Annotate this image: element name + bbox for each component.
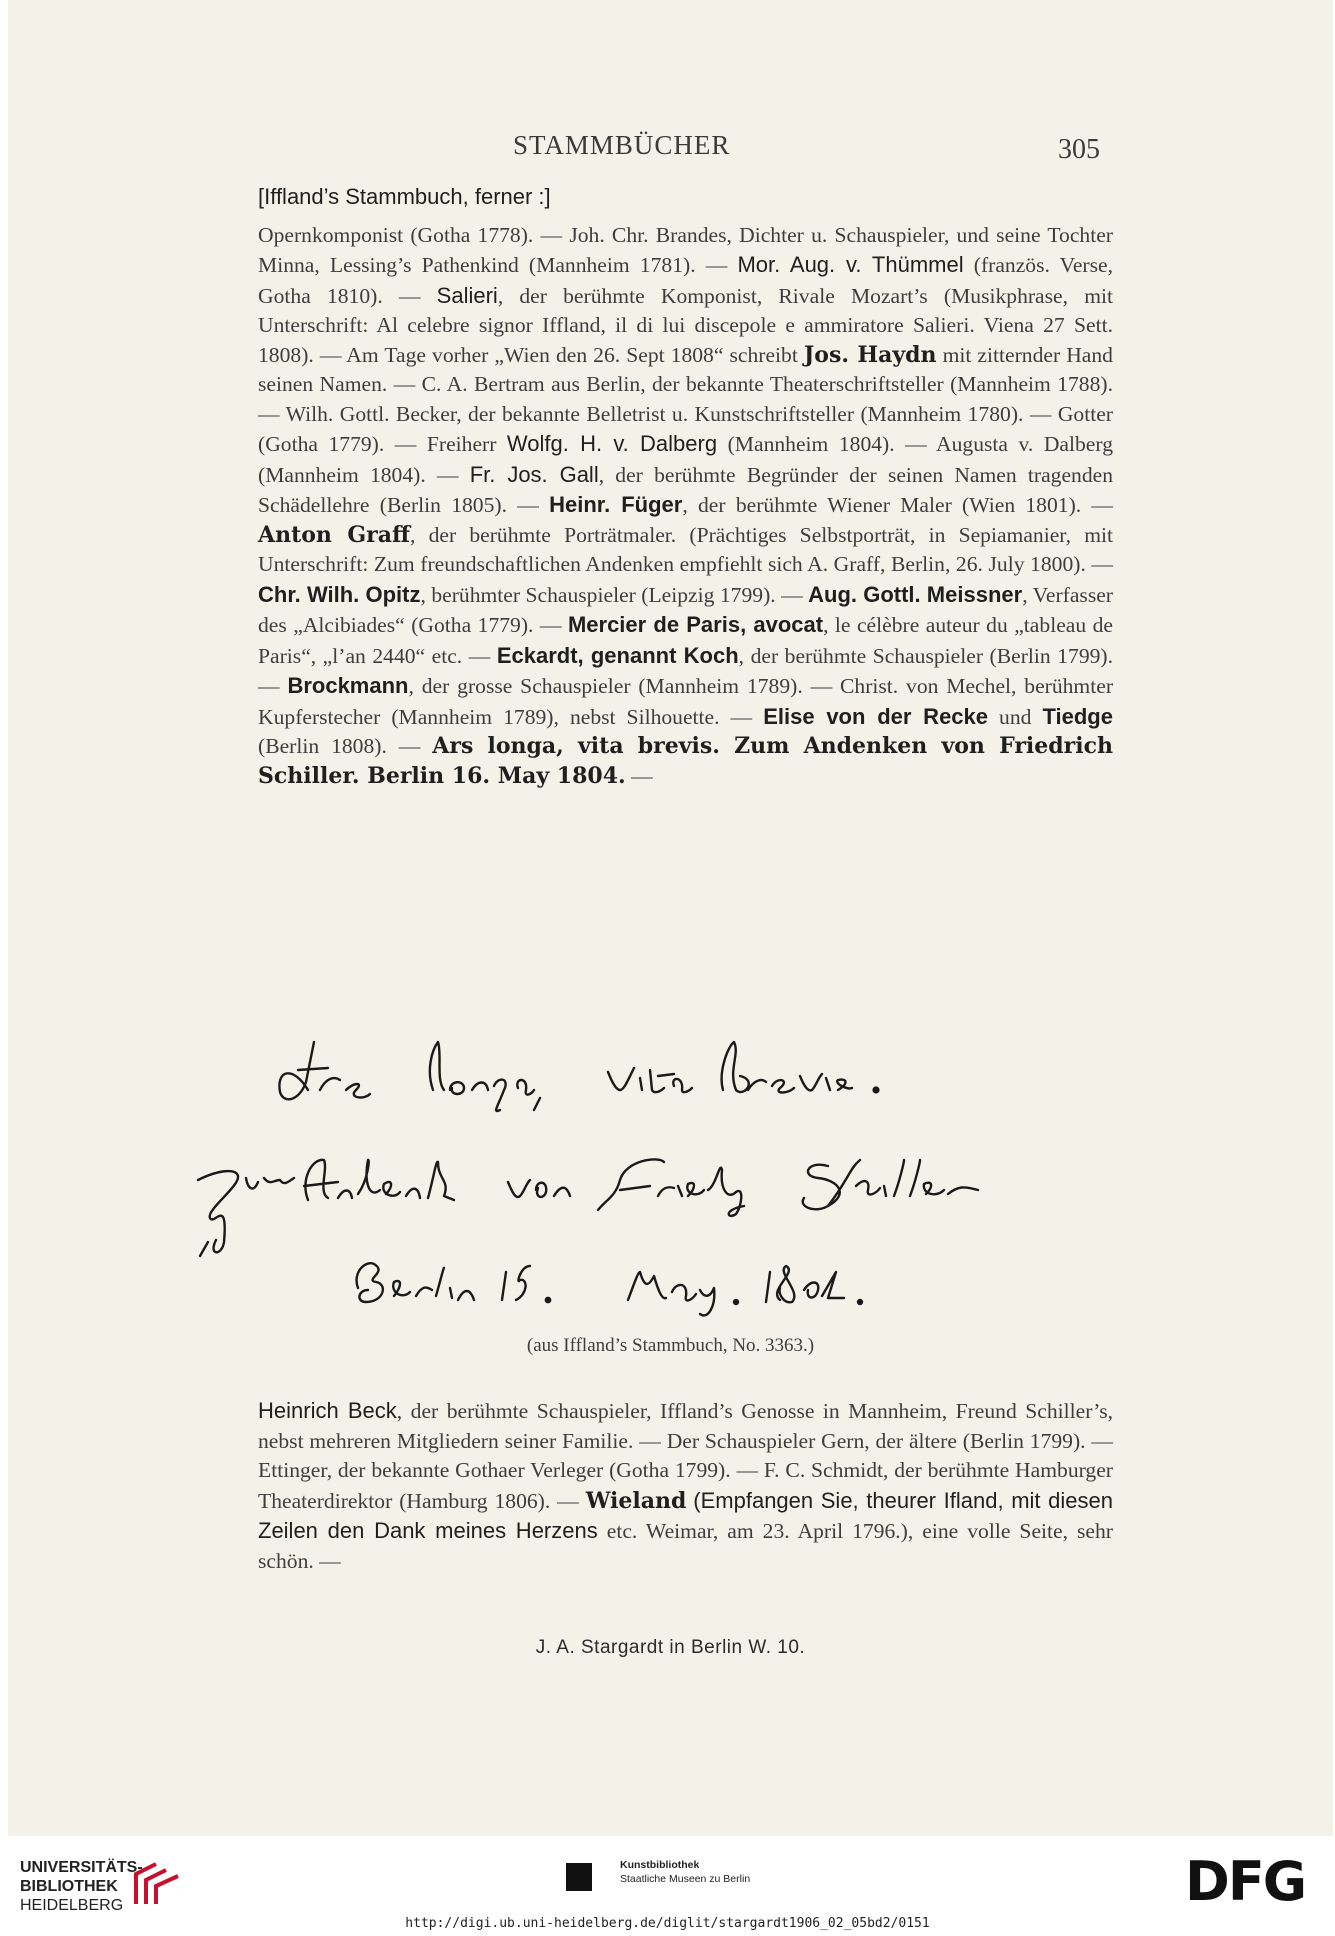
name-meissner: Aug. Gottl. Meissner xyxy=(808,581,1023,607)
digital-library-bar xyxy=(0,1836,1335,1936)
name-beck: Heinrich Beck xyxy=(258,1398,397,1423)
publisher-footer: J. A. Stargardt in Berlin W. 10. xyxy=(535,1637,806,1658)
page-number: 305 xyxy=(1058,134,1100,165)
name-haydn: Jos. Haydn xyxy=(803,341,937,368)
name-eckardt: Eckardt, genannt Koch xyxy=(496,642,739,668)
name-mercier: Mercier de Paris, avocat xyxy=(567,612,824,637)
scanned-page xyxy=(8,0,1333,1836)
entry-body: Opernkomponist (Gotha 1778). — Joh. Chr. Brandes, Dichter u. Schauspieler, und seine Tochter Minna, Lessing’s Pathenkind (Mannheim 1781). — Mor. Aug. v. Thümmel (französ. Verse, Gotha 1810). — Salieri, der berühmte Komponist, Rivale Mozart’s (Musikphrase, mit Unterschrift: Al celebre signor Iffland, il di lui discepole e ammiratore Salieri. Viena 27 Sett. 1808). — Am Tage vorher „Wien den 26. Sept 1808“ schreibt Jos. Haydn mit zitternder Hand seinen Namen. — C. A. Bertram aus Berlin, der bekannte Theaterschriftsteller (Mannheim 1788). — Wilh. Gottl. Becker, der bekannte Belletrist u. Kunstschriftsteller (Mannheim 1780). — Gotter (Gotha 1779). — Freiherr Wolfg. H. v. Dalberg (Mannheim 1804). — Augusta v. Dalberg (Mannheim 1804). — Fr. Jos. Gall, der berühmte Begründer der seinen Namen tragenden Schädellehre (Berlin 1805). — Heinr. Füger, der berühmte Wiener Maler (Wien 1801). — Anton Graff, der berühmte Porträtmaler. (Prächtiges Selbstporträt, in Sepiamanier, mit Unterschrift: Zum freundschaftlichen Andenken empfiehlt sich A. Graff, Berlin, 26. July 1800). — Chr. Wilh. Opitz, berühmter Schauspieler (Leipzig 1799). — Aug. Gottl. Meissner, Verfasser des „Alcibiades“ (Gotha 1779). — Mercier de Paris, avocat, le célèbre auteur du „tableau de Paris“, „l’an 2440“ etc. — Eckardt, genannt Koch, der berühmte Schauspieler (Berlin 1799). — Brockmann, der grosse Schauspieler (Mannheim 1789). — Christ. von Mechel, berühmter Kupferstecher (Mannheim 1789), nebst Silhouette. — Elise von der Recke und Tiedge (Berlin 1808). — Ars longa, vita brevis. Zum Andenken von Friedrich Schiller. Berlin 16. May 1804. — xyxy=(258,222,1114,789)
running-title: STAMMBÜCHER xyxy=(513,130,731,160)
name-wieland: Wieland xyxy=(585,1487,687,1514)
entry-heading: [Iffland’s Stammbuch, ferner :] xyxy=(258,184,551,209)
schiller-quote: Ars longa, vita brevis. Zum Andenken von Friedrich Schiller. Berlin 16. May 1804. xyxy=(258,733,1113,789)
name-fueger: Heinr. Füger xyxy=(549,492,683,517)
name-thuemmel: Mor. Aug. v. Thümmel xyxy=(737,252,964,277)
name-salieri: Salieri xyxy=(436,282,498,308)
name-dalberg: Wolfg. H. v. Dalberg xyxy=(506,431,718,456)
name-recke: Elise von der Recke xyxy=(763,703,989,729)
dfg-logo[interactable]: DFG xyxy=(1185,1850,1306,1913)
catalog-entry-beck xyxy=(258,1396,1113,1576)
page-header xyxy=(8,128,1333,168)
name-brockmann: Brockmann xyxy=(287,673,409,698)
wieland-quote: (Empfangen Sie, theurer Ifland, mit diesen Zeilen den Dank meines Herzens xyxy=(258,1487,1113,1543)
facsimile-caption: (aus Iffland’s Stammbuch, No. 3363.) xyxy=(526,1335,815,1356)
entry-body: Heinrich Beck, der berühmte Schauspieler, Iffland’s Genosse in Mannheim, Freund Schiller’s, nebst mehreren Mitgliedern seiner Familie. — Der Schauspieler Gern, der ältere (Berlin 1799). — Ettinger, der bekannte Gothaer Verleger (Gotha 1799). — F. C. Schmidt, der berühmte Hamburger Theaterdirektor (Hamburg 1806). — Wieland (Empfangen Sie, theurer Ifland, mit diesen Zeilen den Dank meines Herzens etc. Weimar, am 23. April 1796.), eine volle Seite, sehr schön. — xyxy=(258,1398,1114,1573)
schiller-handwriting-facsimile xyxy=(188,1010,1178,1330)
kunstbibliothek-name[interactable]: Kunstbibliothek Staatliche Museen zu Berlin xyxy=(620,1859,751,1885)
permalink-url[interactable]: http://digi.ub.uni-heidelberg.de/diglit/stargardt1906_02_05bd2/0151 xyxy=(405,1916,930,1931)
name-graff: Anton Graff xyxy=(258,521,411,548)
name-tiedge: Tiedge xyxy=(1042,703,1113,729)
name-gall: Fr. Jos. Gall xyxy=(469,461,599,487)
ub-heidelberg-logo[interactable]: UNIVERSITÄTS- BIBLIOTHEK HEIDELBERG xyxy=(20,1859,143,1914)
ub-heidelberg-mark-icon xyxy=(132,1856,184,1908)
name-opitz: Chr. Wilh. Opitz xyxy=(258,581,421,607)
catalog-entry-continued xyxy=(258,182,1113,791)
kunstbibliothek-logo-icon xyxy=(566,1863,592,1891)
